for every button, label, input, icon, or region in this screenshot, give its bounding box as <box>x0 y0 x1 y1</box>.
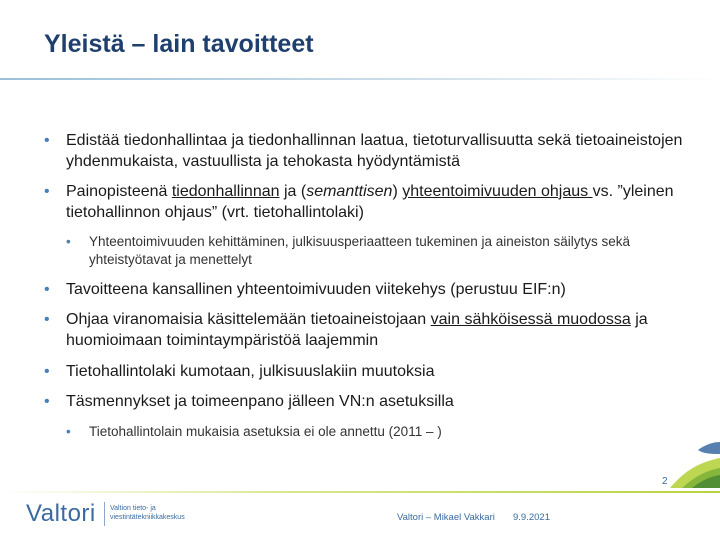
sub-bullet-text: Yhteentoimivuuden kehittäminen, julkisuusperiaatteen tukeminen ja aineiston säilytys sekä yhteistyötavat ja menettelyt <box>89 234 631 267</box>
bullet-text: Tietohallintolaki kumotaan, julkisuuslakiin muutoksia <box>66 363 435 380</box>
underlined-text: tiedonhallinnan <box>171 183 280 200</box>
logo-tagline: Valtion tieto- ja viestintätekniikkakeskus <box>110 505 185 521</box>
footer-divider <box>0 491 720 493</box>
bullet-marker: • <box>66 424 71 439</box>
underlined-text: vain sähköisessä muodossa <box>430 311 631 328</box>
bullet-marker: • <box>66 234 71 249</box>
bullet-text: Tavoitteena kansallinen yhteentoimivuuden viitekehys (perustuu EIF:n) <box>66 281 566 298</box>
text-run: ) <box>392 183 403 200</box>
sub-bullet-text: Tietohallintolain mukaisia asetuksia ei ole annettu (2011 – ) <box>89 424 442 439</box>
bullet-text: Edistää tiedonhallintaa ja tiedonhallinnan laatua, tietoturvallisuutta sekä tietoaineistojen yhdenmukaista, vastuullista ja tehokasta hyödyntämistä <box>66 132 683 170</box>
bullet-marker: • <box>44 311 50 328</box>
underlined-text: yhteentoimivuuden ohjaus <box>402 183 593 200</box>
valtori-logo: Valtori <box>26 500 96 527</box>
page-number: 2 <box>662 476 668 487</box>
slide-title: Yleistä – lain tavoitteet <box>44 30 314 58</box>
valtori-leaf-icon <box>640 440 720 490</box>
bullet-text <box>66 181 686 223</box>
text-run: Painopisteenä <box>66 183 172 200</box>
text-run: ja ( <box>279 183 307 200</box>
logo-separator <box>104 502 105 526</box>
bullet-text: Täsmennykset ja toimeenpano jälleen VN:n asetuksilla <box>66 393 454 410</box>
bullet-marker: • <box>44 363 50 380</box>
text-run: ja huomioimaan toimintaympäristöä laajemmin <box>66 311 648 349</box>
bullet-text <box>66 309 686 351</box>
footer-date: 9.9.2021 <box>513 512 550 523</box>
text-run: Ohjaa viranomaisia käsittelemään tietoaineistojaan <box>66 311 431 328</box>
title-divider <box>0 78 720 80</box>
footer-author: Valtori – Mikael Vakkari <box>397 512 495 523</box>
bullet-marker: • <box>44 132 50 149</box>
bullet-marker: • <box>44 393 50 410</box>
text-run: vs. ”yleinen tietohallinnon ohjaus” (vrt. tietohallintolaki) <box>66 183 674 221</box>
bullet-marker: • <box>44 183 50 200</box>
italic-text: semanttisen <box>306 183 393 200</box>
bullet-marker: • <box>44 281 50 298</box>
